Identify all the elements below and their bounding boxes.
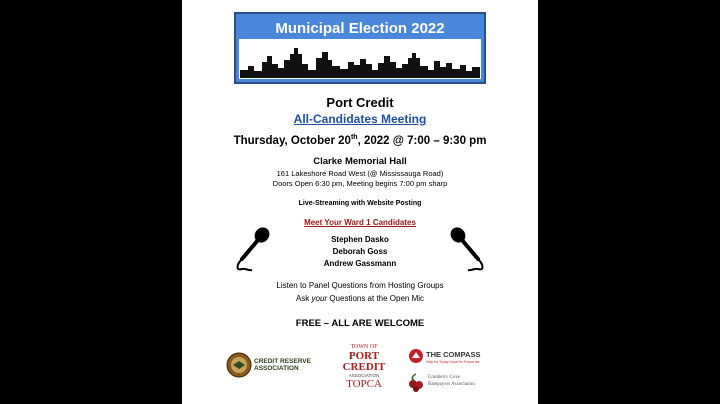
date-rest: , 2022 @ 7:00 – 9:30 pm bbox=[357, 134, 487, 147]
compass-tagline: Help for Today Hope for Tomorrow bbox=[426, 360, 480, 364]
city-skyline-icon bbox=[240, 44, 480, 78]
cranberry-line2: Ratepayers Association bbox=[428, 382, 475, 387]
topca-logo bbox=[342, 344, 386, 400]
credit-reserve-emblem-icon bbox=[226, 352, 252, 378]
cranberry-cove-logo bbox=[406, 372, 516, 396]
topca-line2: PORT bbox=[348, 350, 380, 362]
livestream-note: Live-Streaming with Website Posting bbox=[298, 200, 422, 207]
topca-line5: TOPCA bbox=[346, 378, 382, 390]
cranberry-line1: Cranberry Cove bbox=[428, 375, 461, 380]
credit-reserve-line1: CREDIT RESERVE bbox=[254, 358, 311, 365]
flyer-page bbox=[182, 0, 538, 404]
admission-note: FREE – ALL ARE WELCOME bbox=[295, 318, 425, 329]
candidate-name: Deborah Goss bbox=[332, 247, 388, 256]
venue-name: Clarke Memorial Hall bbox=[313, 156, 407, 167]
banner-title: Municipal Election 2022 bbox=[275, 20, 445, 37]
election-banner bbox=[234, 12, 486, 84]
compass-logo bbox=[408, 348, 508, 370]
compass-name: THE COMPASS bbox=[426, 350, 481, 359]
microphone-icon bbox=[232, 225, 272, 273]
candidate-name: Stephen Dasko bbox=[331, 235, 389, 244]
door-times: Doors Open 6:30 pm, Meeting begins 7:00 pm sharp bbox=[272, 179, 448, 188]
date-main: Thursday, October 20 bbox=[233, 134, 351, 147]
cranberry-icon bbox=[406, 372, 426, 392]
date-suffix: th bbox=[350, 134, 358, 141]
microphone-icon bbox=[448, 225, 488, 273]
venue-address: 161 Lakeshore Road West (@ Mississauga Road) bbox=[276, 169, 444, 178]
ask-prefix: Ask bbox=[295, 294, 312, 303]
compass-emblem-icon bbox=[408, 348, 424, 364]
ask-emphasis: your bbox=[311, 294, 328, 303]
ask-suffix: Questions at the Open Mic bbox=[327, 294, 425, 303]
candidates-heading: Meet Your Ward 1 Candidates bbox=[304, 218, 416, 227]
topca-line4: ASSOCIATION bbox=[348, 373, 380, 378]
topca-line1: TOWN OF bbox=[350, 344, 378, 350]
panel-questions-note: Listen to Panel Questions from Hosting Groups bbox=[276, 281, 444, 290]
location-title: Port Credit bbox=[326, 95, 394, 110]
meeting-title: All-Candidates Meeting bbox=[293, 112, 427, 126]
open-mic-note bbox=[182, 294, 538, 303]
credit-reserve-logo bbox=[226, 352, 316, 380]
topca-line3: CREDIT bbox=[342, 361, 386, 373]
credit-reserve-line2: ASSOCIATION bbox=[254, 365, 299, 372]
meeting-date bbox=[182, 134, 538, 147]
candidate-name: Andrew Gassmann bbox=[323, 259, 397, 268]
